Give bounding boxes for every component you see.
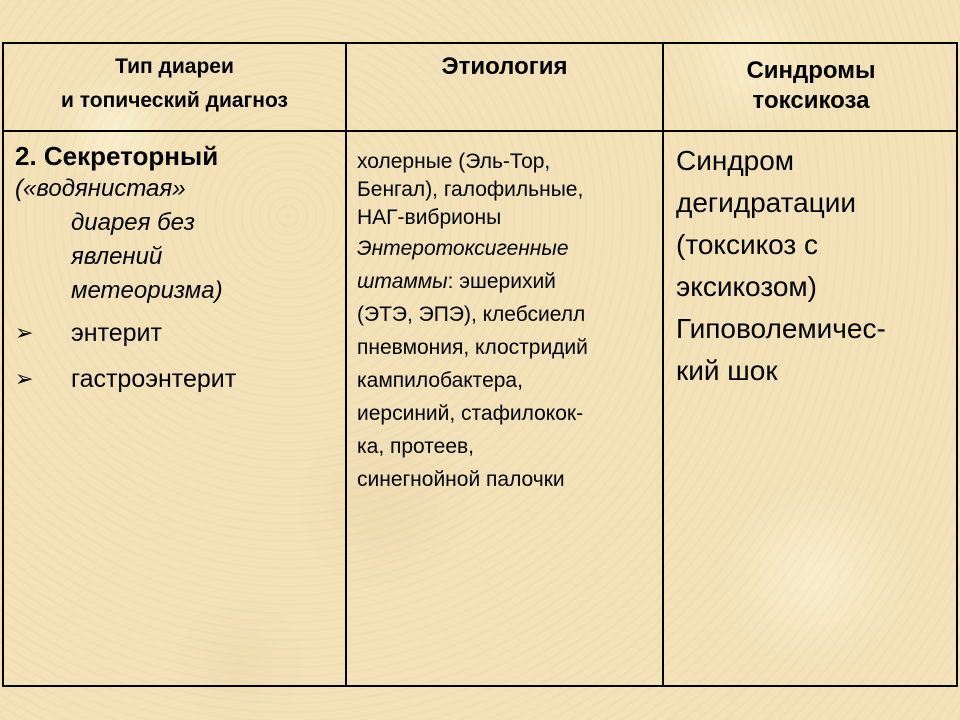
column-divider-1 [345,44,347,685]
bullet-item [15,364,335,394]
cell-diarrhea-type [15,140,335,394]
arrow-bullet-icon: ➢ [15,320,34,345]
header-divider [4,130,956,132]
etiology-line: пневмония, клостридий [357,336,588,359]
column-divider-2 [662,44,664,685]
header-syndromes [664,56,958,116]
syndrome-line: эксикозом) [676,271,817,302]
etiology-line: (ЭТЭ, ЭПЭ), клебсиелл [357,303,586,326]
description-line: («водянистая» [15,175,186,202]
syndrome-line: Синдром [676,145,795,176]
etiology-line [357,265,657,298]
header-syndromes-line-2: токсикоза [752,87,870,114]
syndrome-line: Гиповолемичес- [676,313,886,344]
etiology-line: НАГ-вибрионы [357,206,502,229]
cell-etiology [357,148,657,496]
etiology-line: Бенгал), галофильные, [357,178,584,201]
syndromes-table [2,42,958,687]
bullet-text: энтерит [71,319,162,347]
description-line: диарея без [71,209,195,236]
etiology-line: синегнойной палочки [357,468,565,491]
diarrhea-type-title: 2. Секреторный [15,141,219,171]
syndrome-line: дегидратации [676,187,857,218]
diarrhea-type-description [15,172,335,308]
bullet-text: гастроэнтерит [71,365,237,393]
header-diarrhea-type [4,50,345,118]
header-etiology: Этиология [441,53,568,80]
description-line: явлений [71,243,163,270]
syndrome-line: кий шок [676,355,778,386]
etiology-line: холерные (Эль-Тор, [357,150,551,173]
etiology-line: кампилобактера, [357,369,523,392]
description-line: метеоризма) [71,277,223,304]
header-syndromes-line-1: Синдромы [746,57,876,84]
syndrome-line: (токсикоз с [676,229,819,260]
etiology-italic-text: Энтеротоксигенные [357,237,569,260]
bullet-item [15,318,335,348]
header-type-line-2: и топический диагноз [61,89,288,112]
arrow-bullet-icon: ➢ [15,366,34,391]
etiology-line: иерсиний, стафилокок- [357,402,584,425]
cell-syndromes [676,140,956,392]
etiology-line: ка, протеев, [357,435,474,458]
etiology-italic-text: штаммы [357,270,448,293]
etiology-text: : эшерихий [447,270,556,293]
header-type-line-1: Тип диареи [115,55,234,78]
etiology-line [357,232,657,265]
